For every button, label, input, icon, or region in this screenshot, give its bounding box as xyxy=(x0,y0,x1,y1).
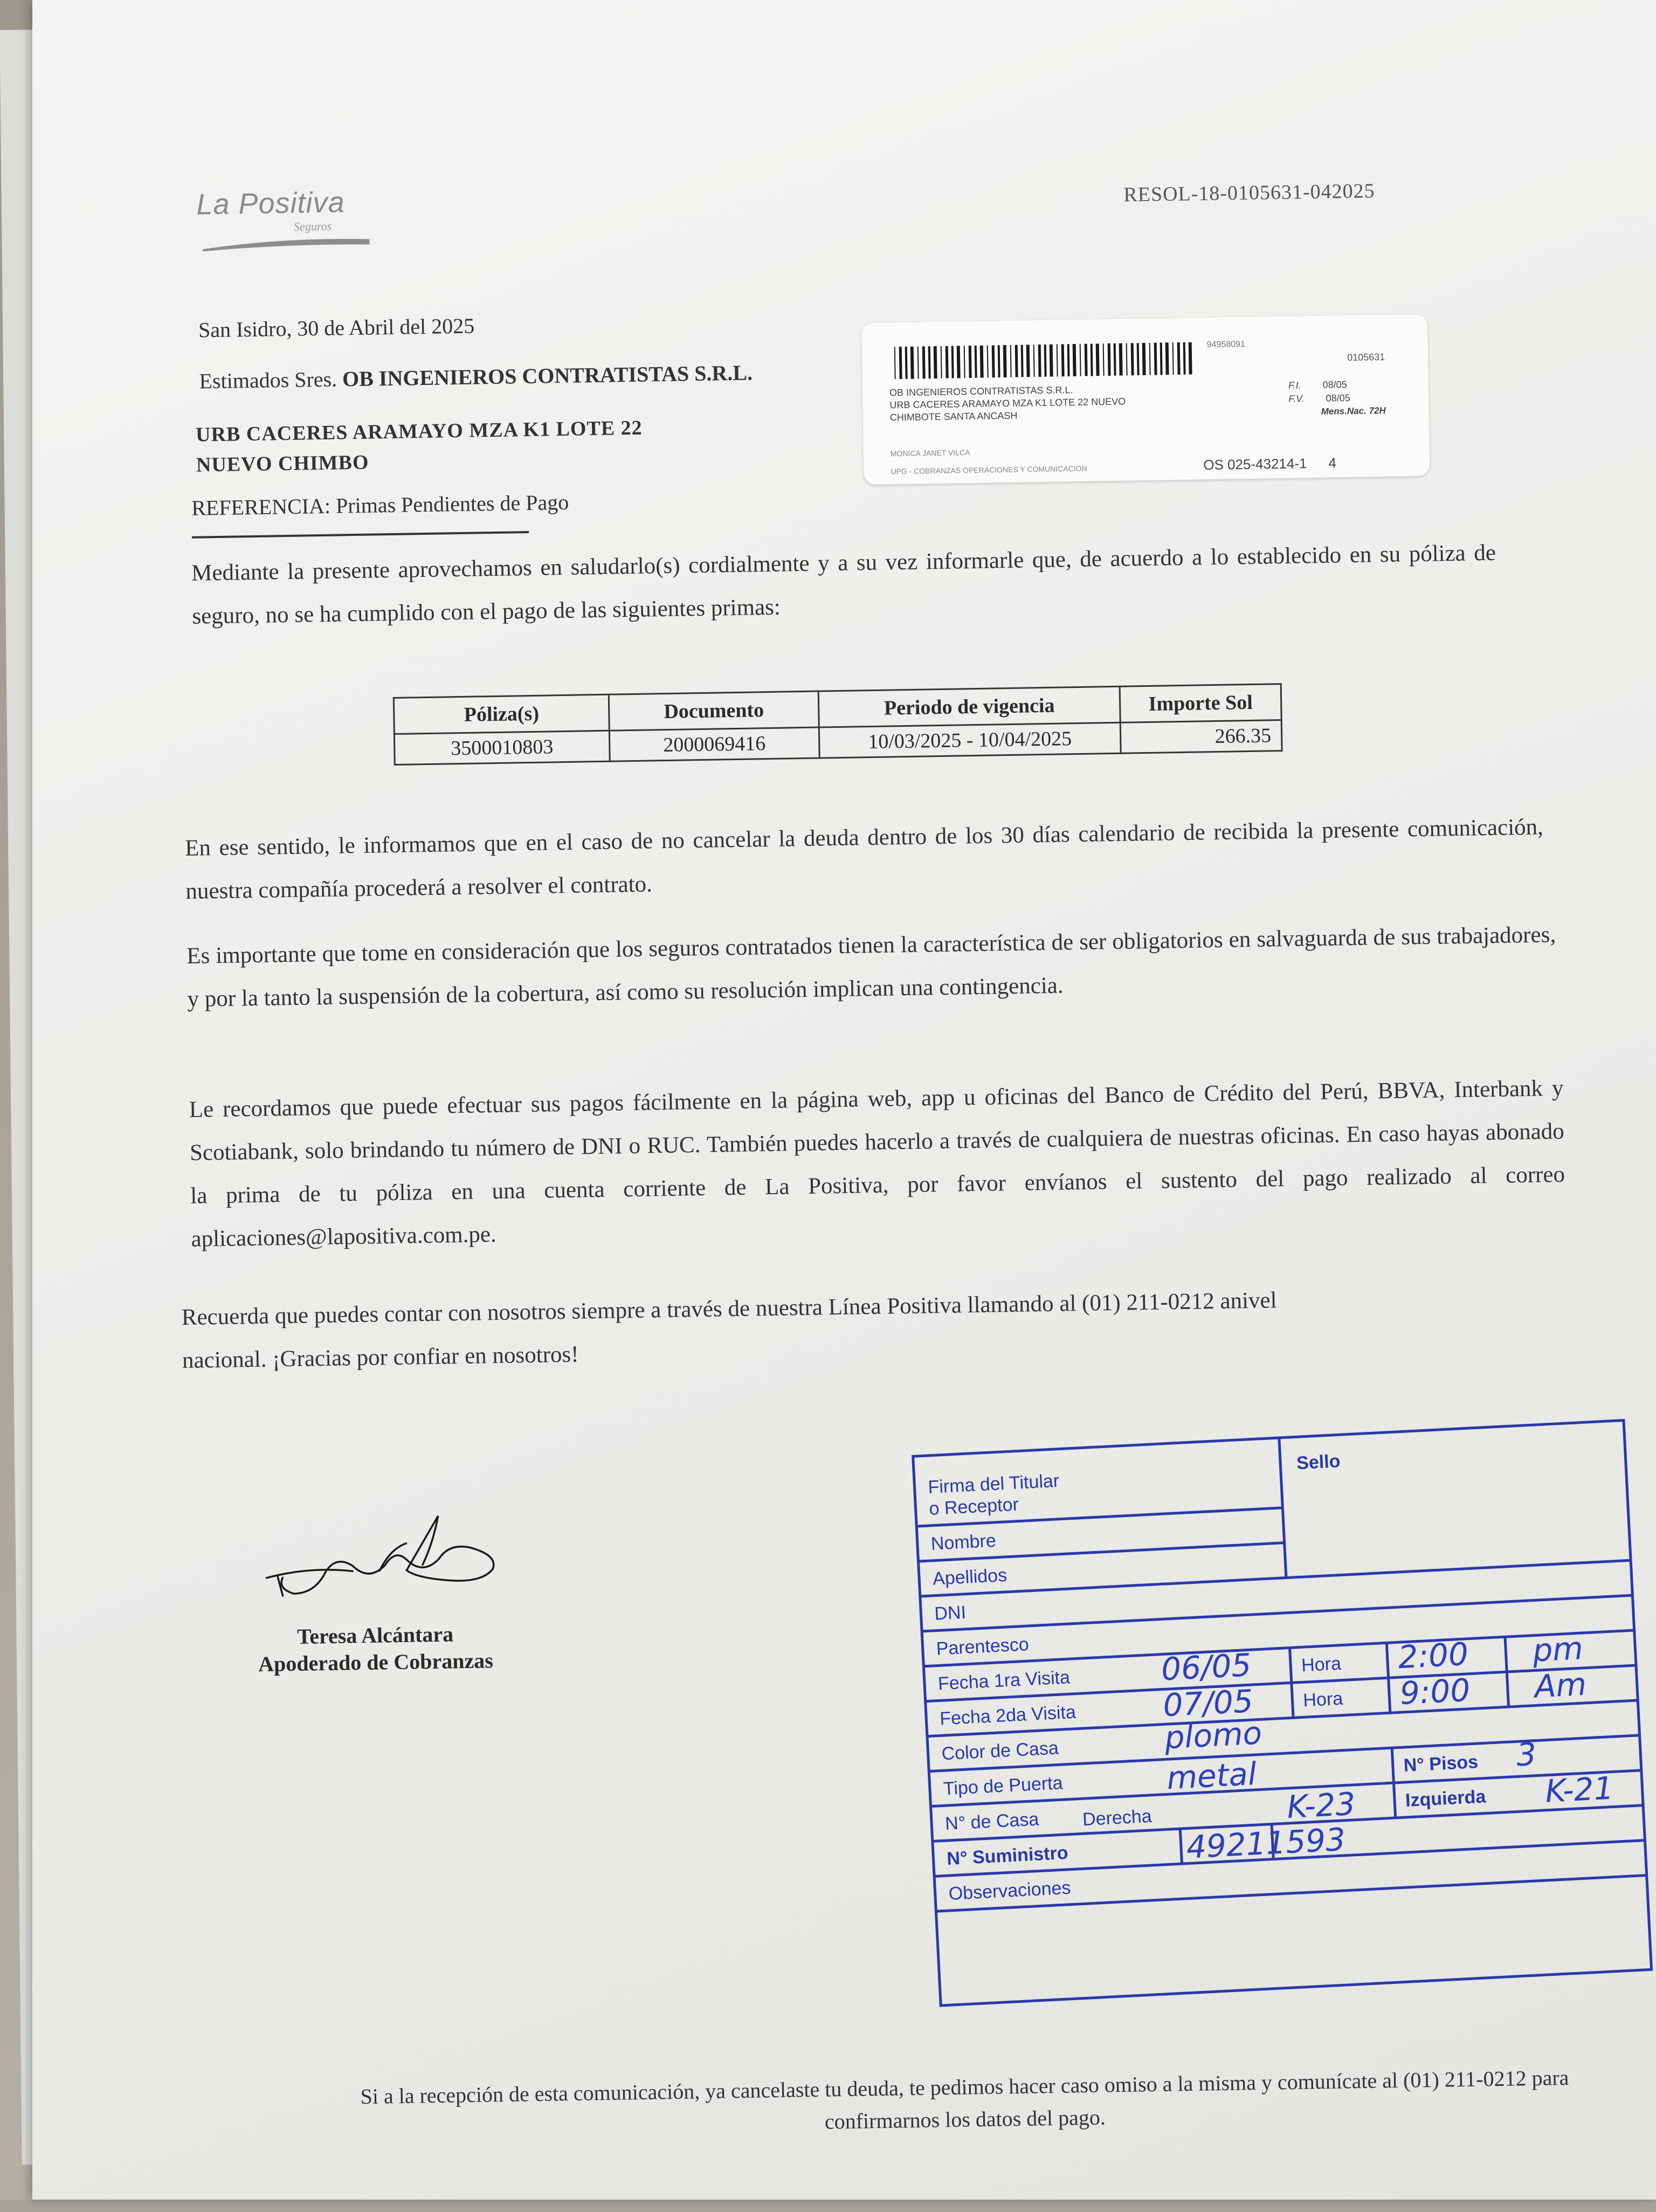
barcode-bar xyxy=(992,345,995,377)
closing-line-2: nacional. ¡Gracias por confiar en nosotros! xyxy=(182,1341,579,1374)
stamp-tipo: Tipo de Puerta xyxy=(942,1773,1064,1800)
signer-block xyxy=(235,1620,516,1678)
reference-underline xyxy=(192,531,529,539)
barcode-bar xyxy=(987,346,989,378)
address-line-1: URB CACERES ARAMAYO MZA K1 LOTE 22 xyxy=(195,416,643,446)
hand-hora1: 2:00 xyxy=(1397,1635,1469,1676)
letter-content xyxy=(16,0,1656,2212)
barcode-bar xyxy=(1073,344,1077,376)
barcode-bar xyxy=(1149,343,1151,375)
stamp-hora1: Hora xyxy=(1301,1653,1342,1676)
barcode-bar xyxy=(899,347,902,379)
hand-izquierda: K-21 xyxy=(1544,1769,1615,1810)
barcode-bar xyxy=(980,346,984,378)
stamp-visita1: Fecha 1ra Visita xyxy=(937,1667,1071,1694)
barcode-bar xyxy=(928,346,931,378)
barcode-bar xyxy=(1142,343,1146,375)
col-periodo: Periodo de vigencia xyxy=(818,686,1120,727)
barcode-bar xyxy=(1003,345,1007,377)
label-address-1: URB CACERES ARAMAYO MZA K1 LOTE 22 NUEVO xyxy=(889,396,1126,411)
logo-swoosh xyxy=(202,235,369,254)
barcode-bar xyxy=(1057,344,1058,377)
hand-color: plomo xyxy=(1163,1714,1263,1756)
cell-periodo: 10/03/2025 - 10/04/2025 xyxy=(819,722,1121,758)
barcode-bar xyxy=(1067,344,1070,376)
letter-date: San Isidro, 30 de Abril del 2025 xyxy=(198,313,475,342)
stamp-pisos: N° Pisos xyxy=(1403,1752,1479,1776)
barcode-bar xyxy=(1096,343,1100,376)
letter-sheet xyxy=(32,0,1656,2200)
label-ref-code: 0105631 xyxy=(1347,351,1385,363)
barcode-bar xyxy=(1044,344,1047,377)
barcode-bar xyxy=(905,347,908,379)
stamp-apellidos: Apellidos xyxy=(932,1565,1008,1589)
barcode-bar xyxy=(1026,344,1030,377)
addressee-address xyxy=(196,413,643,480)
paragraph-closing xyxy=(181,1274,1562,1382)
cell-documento: 2000069416 xyxy=(609,727,819,761)
label-company: OB INGENIEROS CONTRATISTAS S.R.L. xyxy=(889,384,1073,398)
hand-fecha2: 07/05 xyxy=(1162,1683,1254,1724)
barcode-bar xyxy=(934,346,937,378)
address-line-2: NUEVO CHIMBO xyxy=(196,451,369,477)
delivery-stamp xyxy=(911,1411,1653,2015)
barcode-bar xyxy=(1126,343,1128,375)
barcode-bar xyxy=(1050,344,1053,377)
cell-poliza: 3500010803 xyxy=(394,731,610,764)
barcode-bar xyxy=(1172,342,1174,375)
col-poliza: Póliza(s) xyxy=(394,694,609,734)
label-fi: F.I. 08/05 xyxy=(1288,379,1347,391)
barcode-bar xyxy=(957,346,961,378)
barcode-bar xyxy=(1160,342,1163,375)
company-logo: La Positiva Seguros xyxy=(196,185,375,263)
signature-icon xyxy=(244,1504,536,1616)
hand-fecha1: 06/05 xyxy=(1160,1646,1252,1688)
stamp-observaciones: Observaciones xyxy=(948,1877,1072,1905)
barcode-bar xyxy=(894,347,896,379)
barcode-bar xyxy=(1119,343,1123,376)
paragraph-payment: Le recordamos que puede efectuar sus pagos fácilmente en la página web, app u oficinas del Banco de Crédito del Perú, BBVA, Interbank y Scotiabank, solo brindando tu número de DNI o RUC. También puedes hacerlo a través de cualquiera de nuestras oficinas. En caso hayas abonado la prima de tu póliza en una cuenta corriente de La Positiva, por favor envíanos el sustento del pago realizado al correo aplicaciones@lapositiva.com.pe. xyxy=(189,1075,1565,1252)
barcode-bar xyxy=(998,345,1000,377)
barcode-bar xyxy=(1080,344,1081,376)
paragraph-importance: Es importante que tome en consideración que los seguros contratados tienen la característica de ser obligatorios en salvaguarda de sus trabajadores, y por la tanto la suspensión de la cobertura, así como su resolución implican una contingencia. xyxy=(186,922,1556,1012)
hand-derecha: K-23 xyxy=(1286,1785,1356,1826)
hand-ampm2: Am xyxy=(1534,1665,1588,1705)
barcode-icon xyxy=(894,342,1197,379)
stamp-receptor: o Receptor xyxy=(928,1494,1019,1519)
greeting-prefix: Estimados Sres. xyxy=(199,367,337,394)
stamp-sello: Sello xyxy=(1296,1451,1341,1474)
label-address-2: CHIMBOTE SANTA ANCASH xyxy=(889,410,1018,423)
barcode-bar xyxy=(1165,342,1169,375)
barcode-bar xyxy=(1021,345,1024,377)
barcode-bar xyxy=(1114,343,1116,376)
barcode-bar xyxy=(951,346,954,378)
greeting xyxy=(199,360,753,394)
barcode-bar xyxy=(1061,344,1065,376)
barcode-bar xyxy=(922,346,926,378)
signer-title: Apoderado de Cobranzas xyxy=(258,1648,494,1677)
barcode-bar xyxy=(1038,344,1041,377)
barcode-bar xyxy=(1010,345,1012,377)
label-fv: F.V. 08/05 xyxy=(1288,392,1350,404)
footer-note: Si a la recepción de esta comunicación, ya cancelaste tu deuda, te pedimos hacer caso omiso a la misma y comunícate al (01) 211-0212 para confirmarnos los datos del pago. xyxy=(360,2065,1569,2134)
signer-name: Teresa Alcántara xyxy=(296,1622,454,1649)
col-documento: Documento xyxy=(609,691,819,731)
barcode-bar xyxy=(1154,343,1157,375)
hand-hora2: 9:00 xyxy=(1399,1671,1471,1712)
barcode-bar xyxy=(917,347,919,379)
label-os: OS 025-43214-1 4 xyxy=(1203,454,1337,473)
barcode-bar xyxy=(1137,343,1140,375)
stamp-firma: Firma del Titular xyxy=(927,1470,1060,1498)
paragraph-warning: En ese sentido, le informamos que en el caso de no cancelar la deuda dentro de los 30 días calendario de recibida la presente comunicación, nuestra compañía procederá a resolver el contrato. xyxy=(184,814,1544,905)
cell-importe: 266.35 xyxy=(1120,720,1282,754)
hand-puerta: metal xyxy=(1165,1755,1258,1797)
hand-ampm1: pm xyxy=(1531,1629,1584,1669)
col-importe: Importe Sol xyxy=(1120,684,1281,723)
stamp-visita2: Fecha 2da Visita xyxy=(939,1701,1077,1729)
resolution-code: RESOL-18-0105631-042025 xyxy=(1123,180,1375,206)
barcode-bar xyxy=(1183,342,1186,375)
barcode-bar xyxy=(975,346,977,378)
barcode-label xyxy=(861,314,1430,485)
label-dept: UPG - COBRANZAS OPERACIONES Y COMUNICACION xyxy=(891,464,1087,476)
barcode-bar xyxy=(1108,343,1111,376)
hand-pisos: 3 xyxy=(1515,1735,1537,1774)
barcode-bar xyxy=(1085,344,1088,376)
hand-suministro: 49211593 xyxy=(1185,1821,1347,1866)
pending-premiums-table xyxy=(393,683,1283,766)
stamp-hora2: Hora xyxy=(1302,1688,1344,1711)
paragraph-intro: Mediante la presente aprovechamos en saludarlo(s) cordialmente y a su vez informarle que, de acuerdo a lo establecido en su póliza de seguro, no se ha cumplido con el pago de las siguientes primas: xyxy=(191,540,1496,629)
addressee-company: OB INGENIEROS CONTRATISTAS S.R.L. xyxy=(342,360,753,391)
stamp-suministro: N° Suministro xyxy=(946,1842,1069,1870)
barcode-bar xyxy=(1091,344,1093,376)
barcode-bar xyxy=(1103,343,1105,376)
label-mens: Mens.Nac. 72H xyxy=(1321,405,1386,417)
barcode-bar xyxy=(1189,342,1192,375)
barcode-bar xyxy=(1131,343,1134,375)
barcode-bar xyxy=(964,346,965,378)
barcode-bar xyxy=(1177,342,1181,375)
stamp-dni: DNI xyxy=(934,1602,967,1624)
barcode-bar xyxy=(941,346,942,378)
reference-line: REFERENCIA: Primas Pendientes de Pago xyxy=(191,490,569,520)
barcode-bar xyxy=(1033,344,1035,377)
stamp-num-casa: N° de Casa xyxy=(944,1809,1040,1835)
barcode-bar xyxy=(946,346,949,378)
stamp-parentesco: Parentesco xyxy=(935,1634,1030,1659)
stamp-color: Color de Casa xyxy=(941,1738,1059,1765)
barcode-bar xyxy=(910,347,914,379)
barcode-bar xyxy=(969,346,972,378)
label-sender: MONICA JANET VILCA xyxy=(890,448,970,458)
stamp-nombre: Nombre xyxy=(930,1530,997,1554)
barcode-bar xyxy=(1015,345,1018,377)
barcode-number: 94958091 xyxy=(1206,340,1246,350)
closing-line-1: Recuerda que puedes contar con nosotros siempre a través de nuestra Línea Positiva llamando al (01) 211-0212 anivel xyxy=(181,1287,1277,1331)
stamp-derecha: Derecha xyxy=(1082,1806,1153,1830)
stamp-izquierda: Izquierda xyxy=(1405,1786,1487,1811)
